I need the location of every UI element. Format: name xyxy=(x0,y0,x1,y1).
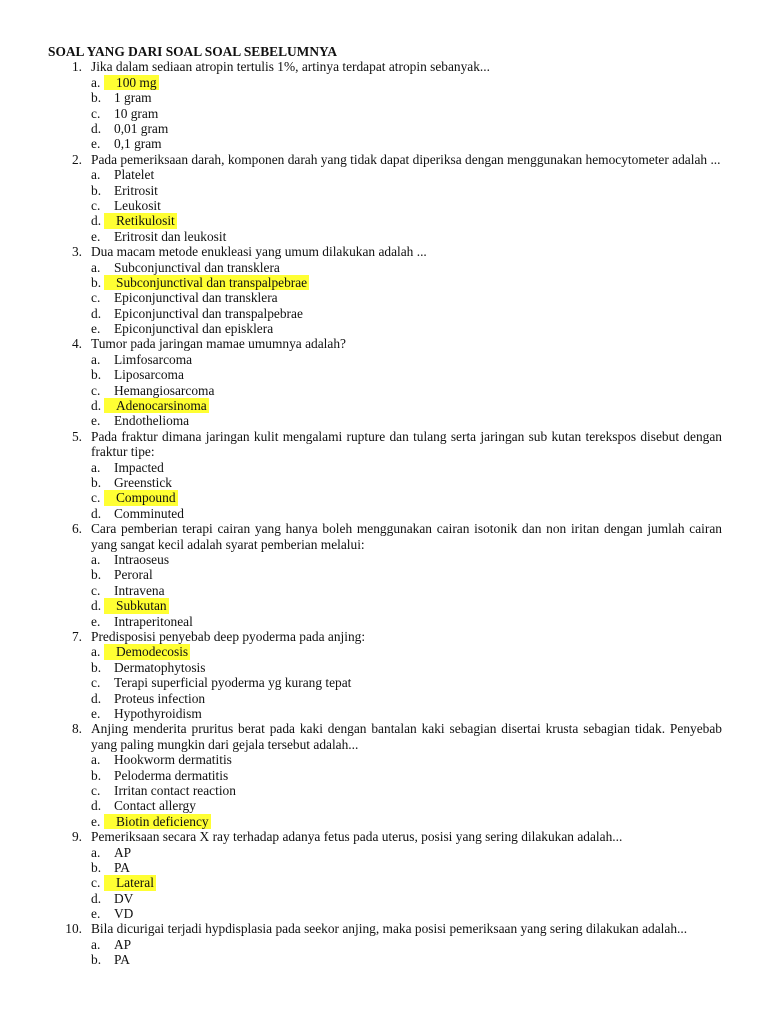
answer-options xyxy=(91,937,722,968)
option-text: Terapi superficial pyoderma yg kurang tepat xyxy=(114,675,352,691)
answer-option xyxy=(91,367,722,382)
answer-option-highlighted xyxy=(91,398,722,413)
question-number: 6. xyxy=(71,521,82,537)
option-text: Hypothyroidism xyxy=(114,705,202,721)
answer-option xyxy=(91,891,722,906)
answer-option-highlighted xyxy=(91,598,722,613)
option-letter: c. xyxy=(91,782,101,798)
answer-option-highlighted xyxy=(91,875,722,890)
option-letter: d. xyxy=(91,890,102,906)
answer-option-highlighted xyxy=(91,275,722,290)
option-text: Hookworm dermatitis xyxy=(114,752,232,768)
answer-option xyxy=(91,121,722,136)
option-text: Subkutan xyxy=(104,598,169,613)
option-text: Limfosarcoma xyxy=(114,351,193,367)
option-letter: b. xyxy=(91,952,102,968)
option-text: 100 mg xyxy=(104,75,159,90)
answer-option xyxy=(91,567,722,582)
answer-options xyxy=(91,460,722,522)
option-text: Compound xyxy=(104,490,178,505)
option-text: Adenocarsinoma xyxy=(104,398,209,413)
question-item xyxy=(46,629,722,721)
answer-options xyxy=(91,260,722,337)
question-number: 4. xyxy=(71,336,82,352)
question-item xyxy=(46,59,722,151)
question-text: Tumor pada jaringan mamae umumnya adalah? xyxy=(91,336,346,352)
option-text: Peroral xyxy=(114,567,153,583)
question-text: Dua macam metode enukleasi yang umum dilakukan adalah ... xyxy=(91,244,427,260)
option-text: Irritan contact reaction xyxy=(114,782,236,798)
option-letter: b. xyxy=(91,567,102,583)
option-text: Intravena xyxy=(114,582,165,598)
answer-option xyxy=(91,90,722,105)
option-letter: d. xyxy=(91,305,102,321)
option-text: Dermatophytosis xyxy=(114,659,206,675)
option-letter: e. xyxy=(91,613,101,629)
option-text: Hemangiosarcoma xyxy=(114,382,215,398)
option-text: Subconjunctival dan transklera xyxy=(114,259,280,275)
question-text: Cara pemberian terapi cairan yang hanya boleh menggunakan cairan isotonik dan non iritan dengan jumlah cairan yang sangat kecil adalah syarat pemberian melalui: xyxy=(91,521,722,552)
option-letter: a. xyxy=(91,74,101,90)
option-letter: d. xyxy=(91,120,102,136)
question-text: Predisposisi penyebab deep pyoderma pada anjing: xyxy=(91,628,366,644)
answer-options xyxy=(91,644,722,721)
option-letter: b. xyxy=(91,274,102,290)
option-text: Greenstick xyxy=(114,475,173,491)
option-text: Peloderma dermatitis xyxy=(114,767,229,783)
option-text: Subconjunctival dan transpalpebrae xyxy=(104,275,309,290)
option-letter: b. xyxy=(91,767,102,783)
option-letter: d. xyxy=(91,398,102,414)
question-item xyxy=(46,521,722,629)
answer-option xyxy=(91,660,722,675)
answer-options xyxy=(91,552,722,629)
answer-option xyxy=(91,752,722,767)
option-letter: e. xyxy=(91,813,101,829)
answer-option xyxy=(91,167,722,182)
question-item xyxy=(46,429,722,521)
answer-option xyxy=(91,383,722,398)
answer-options xyxy=(91,352,722,429)
answer-option-highlighted xyxy=(91,75,722,90)
option-text: Retikulosit xyxy=(104,213,177,228)
answer-option xyxy=(91,352,722,367)
option-text: Impacted xyxy=(114,459,164,475)
option-letter: b. xyxy=(91,367,102,383)
option-letter: a. xyxy=(91,167,101,183)
option-text: AP xyxy=(114,844,132,860)
option-text: Epiconjunctival dan transpalpebrae xyxy=(114,305,303,321)
option-letter: e. xyxy=(91,413,101,429)
answer-option xyxy=(91,768,722,783)
option-letter: e. xyxy=(91,228,101,244)
question-text: Pada fraktur dimana jaringan kulit mengalami rupture dan tulang serta jaringan sub kutan terekspos disebut dengan fraktur tipe: xyxy=(91,428,722,460)
answer-options xyxy=(91,75,722,152)
option-letter: b. xyxy=(91,859,102,875)
option-letter: b. xyxy=(91,182,102,198)
question-item xyxy=(46,829,722,921)
option-text: 0,1 gram xyxy=(114,136,162,152)
question-list xyxy=(46,59,722,967)
option-text: Platelet xyxy=(114,167,155,183)
option-text: PA xyxy=(114,859,130,875)
answer-option xyxy=(91,675,722,690)
question-number: 8. xyxy=(71,721,82,737)
option-letter: e. xyxy=(91,321,101,337)
option-letter: e. xyxy=(91,906,101,922)
option-letter: c. xyxy=(91,582,101,598)
option-letter: a. xyxy=(91,844,101,860)
answer-option xyxy=(91,229,722,244)
answer-option xyxy=(91,906,722,921)
option-letter: c. xyxy=(91,197,101,213)
answer-option xyxy=(91,321,722,336)
option-text: 0,01 gram xyxy=(114,120,169,136)
answer-option xyxy=(91,552,722,567)
question-item xyxy=(46,921,722,967)
answer-option xyxy=(91,106,722,121)
option-text: Biotin deficiency xyxy=(104,814,211,829)
question-text: Bila dicurigai terjadi hypdisplasia pada seekor anjing, maka posisi pemeriksaan yang sering dilakukan adalah... xyxy=(91,921,688,937)
option-letter: d. xyxy=(91,690,102,706)
answer-option xyxy=(91,937,722,952)
question-item xyxy=(46,721,722,829)
option-letter: d. xyxy=(91,798,102,814)
answer-option xyxy=(91,183,722,198)
answer-option xyxy=(91,136,722,151)
option-text: Epiconjunctival dan episklera xyxy=(114,321,274,337)
answer-option xyxy=(91,460,722,475)
option-letter: c. xyxy=(91,105,101,121)
answer-option xyxy=(91,845,722,860)
answer-option xyxy=(91,198,722,213)
option-letter: c. xyxy=(91,675,101,691)
question-number: 5. xyxy=(71,428,82,444)
question-number: 9. xyxy=(71,829,82,845)
question-number: 1. xyxy=(71,59,82,75)
answer-option-highlighted xyxy=(91,644,722,659)
option-letter: e. xyxy=(91,136,101,152)
question-item xyxy=(46,152,722,244)
option-text: Intraperitoneal xyxy=(114,613,193,629)
answer-option xyxy=(91,614,722,629)
document-title: SOAL YANG DARI SOAL SOAL SEBELUMNYA xyxy=(48,44,338,59)
answer-option xyxy=(91,413,722,428)
option-letter: a. xyxy=(91,752,101,768)
question-item xyxy=(46,244,722,336)
answer-option xyxy=(91,583,722,598)
question-number: 10. xyxy=(65,921,82,937)
option-letter: a. xyxy=(91,459,101,475)
option-text: 1 gram xyxy=(114,90,152,106)
question-number: 2. xyxy=(71,151,82,167)
option-letter: a. xyxy=(91,351,101,367)
option-letter: c. xyxy=(91,490,101,506)
option-letter: a. xyxy=(91,552,101,568)
option-letter: d. xyxy=(91,598,102,614)
option-letter: d. xyxy=(91,213,102,229)
question-text: Pemeriksaan secara X ray terhadap adanya fetus pada uterus, posisi yang sering dilakukan adalah... xyxy=(91,829,623,845)
answer-options xyxy=(91,752,722,829)
option-text: Endothelioma xyxy=(114,413,190,429)
question-item xyxy=(46,336,722,428)
answer-option-highlighted xyxy=(91,490,722,505)
option-text: Comminuted xyxy=(114,505,184,521)
answer-option xyxy=(91,706,722,721)
option-letter: d. xyxy=(91,505,102,521)
option-text: Liposarcoma xyxy=(114,367,184,383)
answer-option xyxy=(91,306,722,321)
question-number: 7. xyxy=(71,628,82,644)
question-text: Anjing menderita pruritus berat pada kaki dengan bantalan kaki sebagian disertai krusta sebagian tidak. Penyebab yang paling mungkin dari gejala tersebut adalah... xyxy=(91,721,722,752)
option-text: Proteus infection xyxy=(114,690,206,706)
answer-option xyxy=(91,783,722,798)
option-text: Contact allergy xyxy=(114,798,196,814)
option-letter: a. xyxy=(91,644,101,660)
option-letter: c. xyxy=(91,875,101,891)
answer-options xyxy=(91,167,722,244)
answer-option-highlighted xyxy=(91,814,722,829)
answer-option xyxy=(91,798,722,813)
answer-option xyxy=(91,952,722,967)
answer-option xyxy=(91,860,722,875)
answer-option xyxy=(91,260,722,275)
option-text: PA xyxy=(114,952,130,968)
option-letter: c. xyxy=(91,290,101,306)
question-text: Pada pemeriksaan darah, komponen darah yang tidak dapat diperiksa dengan menggunakan hemocytometer adalah ... xyxy=(91,151,721,167)
option-letter: b. xyxy=(91,475,102,491)
option-letter: a. xyxy=(91,936,101,952)
answer-option xyxy=(91,475,722,490)
option-text: DV xyxy=(114,890,134,906)
option-letter: c. xyxy=(91,382,101,398)
option-text: Demodecosis xyxy=(104,644,190,659)
option-text: VD xyxy=(114,906,134,922)
option-text: 10 gram xyxy=(114,105,159,121)
answer-option xyxy=(91,691,722,706)
answer-option xyxy=(91,506,722,521)
option-text: Eritrosit dan leukosit xyxy=(114,228,227,244)
option-text: Eritrosit xyxy=(114,182,158,198)
answer-option-highlighted xyxy=(91,213,722,228)
answer-options xyxy=(91,845,722,922)
option-letter: e. xyxy=(91,705,101,721)
option-text: Epiconjunctival dan transklera xyxy=(114,290,278,306)
answer-option xyxy=(91,290,722,305)
option-letter: b. xyxy=(91,90,102,106)
option-text: Intraoseus xyxy=(114,552,170,568)
option-text: Leukosit xyxy=(114,197,161,213)
option-letter: a. xyxy=(91,259,101,275)
option-letter: b. xyxy=(91,659,102,675)
question-text: Jika dalam sediaan atropin tertulis 1%, artinya terdapat atropin sebanyak... xyxy=(91,59,490,75)
option-text: AP xyxy=(114,936,132,952)
option-text: Lateral xyxy=(104,875,156,890)
question-number: 3. xyxy=(71,244,82,260)
